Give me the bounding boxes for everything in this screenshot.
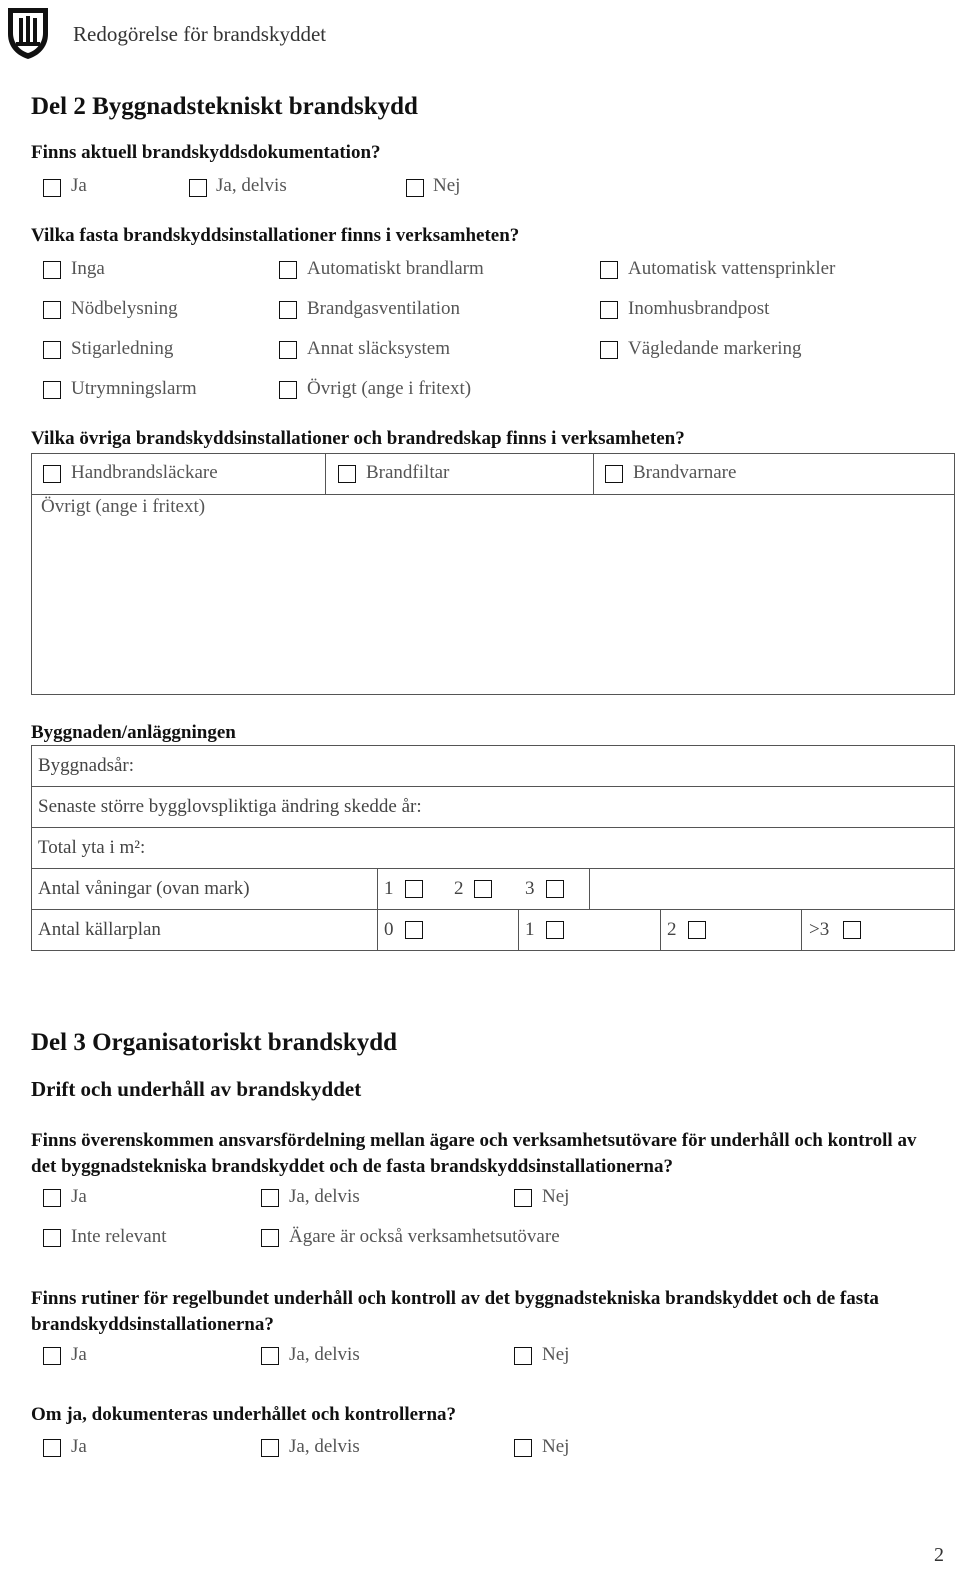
option-label: Nej [542, 1186, 570, 1207]
q-maintenance-routines: Finns rutiner för regelbundet underhåll och kontroll av det byggnadstekniska brandskyddet och de fasta brandskyddsinstallationerna? [31, 1288, 879, 1335]
q-fixed-installations: Vilka fasta brandskyddsinstallationer finns i verksamheten? [31, 225, 520, 246]
checkbox-nej[interactable] [514, 1189, 532, 1207]
option-label: Övrigt (ange i fritext) [307, 378, 472, 399]
divider [31, 786, 955, 787]
option-label: Nej [542, 1436, 570, 1457]
checkbox-brandfiltar[interactable] [338, 465, 356, 483]
total-area-label: Total yta i m²: [38, 837, 146, 858]
q-documented: Om ja, dokumenteras underhållet och kontrollerna? [31, 1404, 457, 1425]
checkbox-automatisk-vattensprinkler[interactable] [600, 261, 618, 279]
building-year-label: Byggnadsår: [38, 755, 135, 776]
floors-option-label: 2 [454, 878, 464, 899]
part3-heading: Del 3 Organisatoriskt brandskydd [31, 1029, 398, 1056]
checkbox-basement-2[interactable] [688, 921, 706, 939]
divider [518, 909, 519, 951]
option-label: Inomhusbrandpost [628, 298, 770, 319]
checkbox-annat-slacksystem[interactable] [279, 341, 297, 359]
checkbox-utrymningslarm[interactable] [43, 381, 61, 399]
other-freetext-label: Övrigt (ange i fritext) [41, 496, 206, 517]
checkbox-inomhusbrandpost[interactable] [600, 301, 618, 319]
option-label: Inga [71, 258, 105, 279]
municipal-crest-logo [4, 4, 52, 60]
other-freetext-field[interactable] [33, 520, 951, 692]
divider [31, 868, 955, 869]
checkbox-basement-more-than-3[interactable] [843, 921, 861, 939]
basement-option-label: 0 [384, 919, 394, 940]
divider [589, 868, 590, 909]
building-heading: Byggnaden/anläggningen [31, 722, 236, 743]
document-title: Redogörelse för brandskyddet [73, 22, 327, 46]
divider [31, 909, 955, 910]
option-label: Ja, delvis [289, 1186, 360, 1207]
checkbox-ja-delvis[interactable] [261, 1189, 279, 1207]
checkbox-ja-delvis[interactable] [261, 1439, 279, 1457]
option-label: Nödbelysning [71, 298, 178, 319]
checkbox-automatiskt-brandlarm[interactable] [279, 261, 297, 279]
checkbox-nej[interactable] [514, 1347, 532, 1365]
checkbox-ja[interactable] [43, 179, 61, 197]
page-number: 2 [934, 1544, 944, 1566]
q-other-installations: Vilka övriga brandskyddsinstallationer och brandredskap finns i verksamheten? [31, 428, 685, 449]
option-label: Ja, delvis [289, 1344, 360, 1365]
checkbox-inga[interactable] [43, 261, 61, 279]
checkbox-ja[interactable] [43, 1189, 61, 1207]
floors-label: Antal våningar (ovan mark) [38, 878, 250, 899]
divider [801, 909, 802, 951]
option-label: Nej [542, 1344, 570, 1365]
latest-change-label: Senaste större bygglovspliktiga ändring skedde år: [38, 796, 422, 817]
basement-label: Antal källarplan [38, 919, 161, 940]
option-label: Brandvarnare [633, 462, 737, 483]
checkbox-agare-ar-verksamhetsutovare[interactable] [261, 1229, 279, 1247]
option-label: Annat släcksystem [307, 338, 451, 359]
checkbox-handbrandslackare[interactable] [43, 465, 61, 483]
option-label: Inte relevant [71, 1226, 167, 1247]
option-label: Brandgasventilation [307, 298, 461, 319]
basement-option-label: 2 [667, 919, 677, 940]
divider [660, 909, 661, 951]
checkbox-basement-0[interactable] [405, 921, 423, 939]
option-label: Vägledande markering [628, 338, 802, 359]
checkbox-nej[interactable] [514, 1439, 532, 1457]
option-label: Ja [71, 1186, 87, 1207]
option-label: Brandfiltar [366, 462, 450, 483]
q-fire-documentation: Finns aktuell brandskyddsdokumentation? [31, 142, 381, 163]
checkbox-vagledande-markering[interactable] [600, 341, 618, 359]
part2-heading: Del 2 Byggnadstekniskt brandskydd [31, 93, 418, 120]
checkbox-ja-delvis[interactable] [189, 179, 207, 197]
checkbox-brandvarnare[interactable] [605, 465, 623, 483]
checkbox-nej[interactable] [406, 179, 424, 197]
checkbox-stigarledning[interactable] [43, 341, 61, 359]
checkbox-floors-3[interactable] [546, 880, 564, 898]
part3-subheading: Drift och underhåll av brandskyddet [31, 1077, 362, 1101]
option-label: Automatisk vattensprinkler [628, 258, 836, 279]
checkbox-inte-relevant[interactable] [43, 1229, 61, 1247]
option-label: Stigarledning [71, 338, 174, 359]
divider [377, 868, 378, 951]
option-label: Ja [71, 1344, 87, 1365]
option-label: Ja, delvis [216, 175, 287, 196]
option-label: Ja, delvis [289, 1436, 360, 1457]
checkbox-floors-1[interactable] [405, 880, 423, 898]
basement-option-label: 1 [525, 919, 535, 940]
checkbox-ja[interactable] [43, 1439, 61, 1457]
option-label: Utrymningslarm [71, 378, 197, 399]
divider [593, 453, 594, 495]
checkbox-nodbelysning[interactable] [43, 301, 61, 319]
checkbox-ja-delvis[interactable] [261, 1347, 279, 1365]
divider [325, 453, 326, 495]
q-responsibility-split: Finns överenskommen ansvarsfördelning mellan ägare och verksamhetsutövare för underhåll och kontroll av det byggnadstekniska brandskyddet och de fasta brandskyddsinstallationerna? [31, 1130, 917, 1177]
option-label: Automatiskt brandlarm [307, 258, 484, 279]
option-label: Ja [71, 1436, 87, 1457]
option-label: Handbrandsläckare [71, 462, 218, 483]
option-label: Ja [71, 175, 87, 196]
option-label: Ägare är också verksamhetsutövare [289, 1226, 560, 1247]
option-label: Nej [433, 175, 461, 196]
checkbox-floors-2[interactable] [474, 880, 492, 898]
basement-option-label: >3 [809, 919, 830, 940]
checkbox-basement-1[interactable] [546, 921, 564, 939]
divider [31, 827, 955, 828]
floors-option-label: 3 [525, 878, 535, 899]
checkbox-ovrigt[interactable] [279, 381, 297, 399]
floors-option-label: 1 [384, 878, 394, 899]
checkbox-ja[interactable] [43, 1347, 61, 1365]
checkbox-brandgasventilation[interactable] [279, 301, 297, 319]
